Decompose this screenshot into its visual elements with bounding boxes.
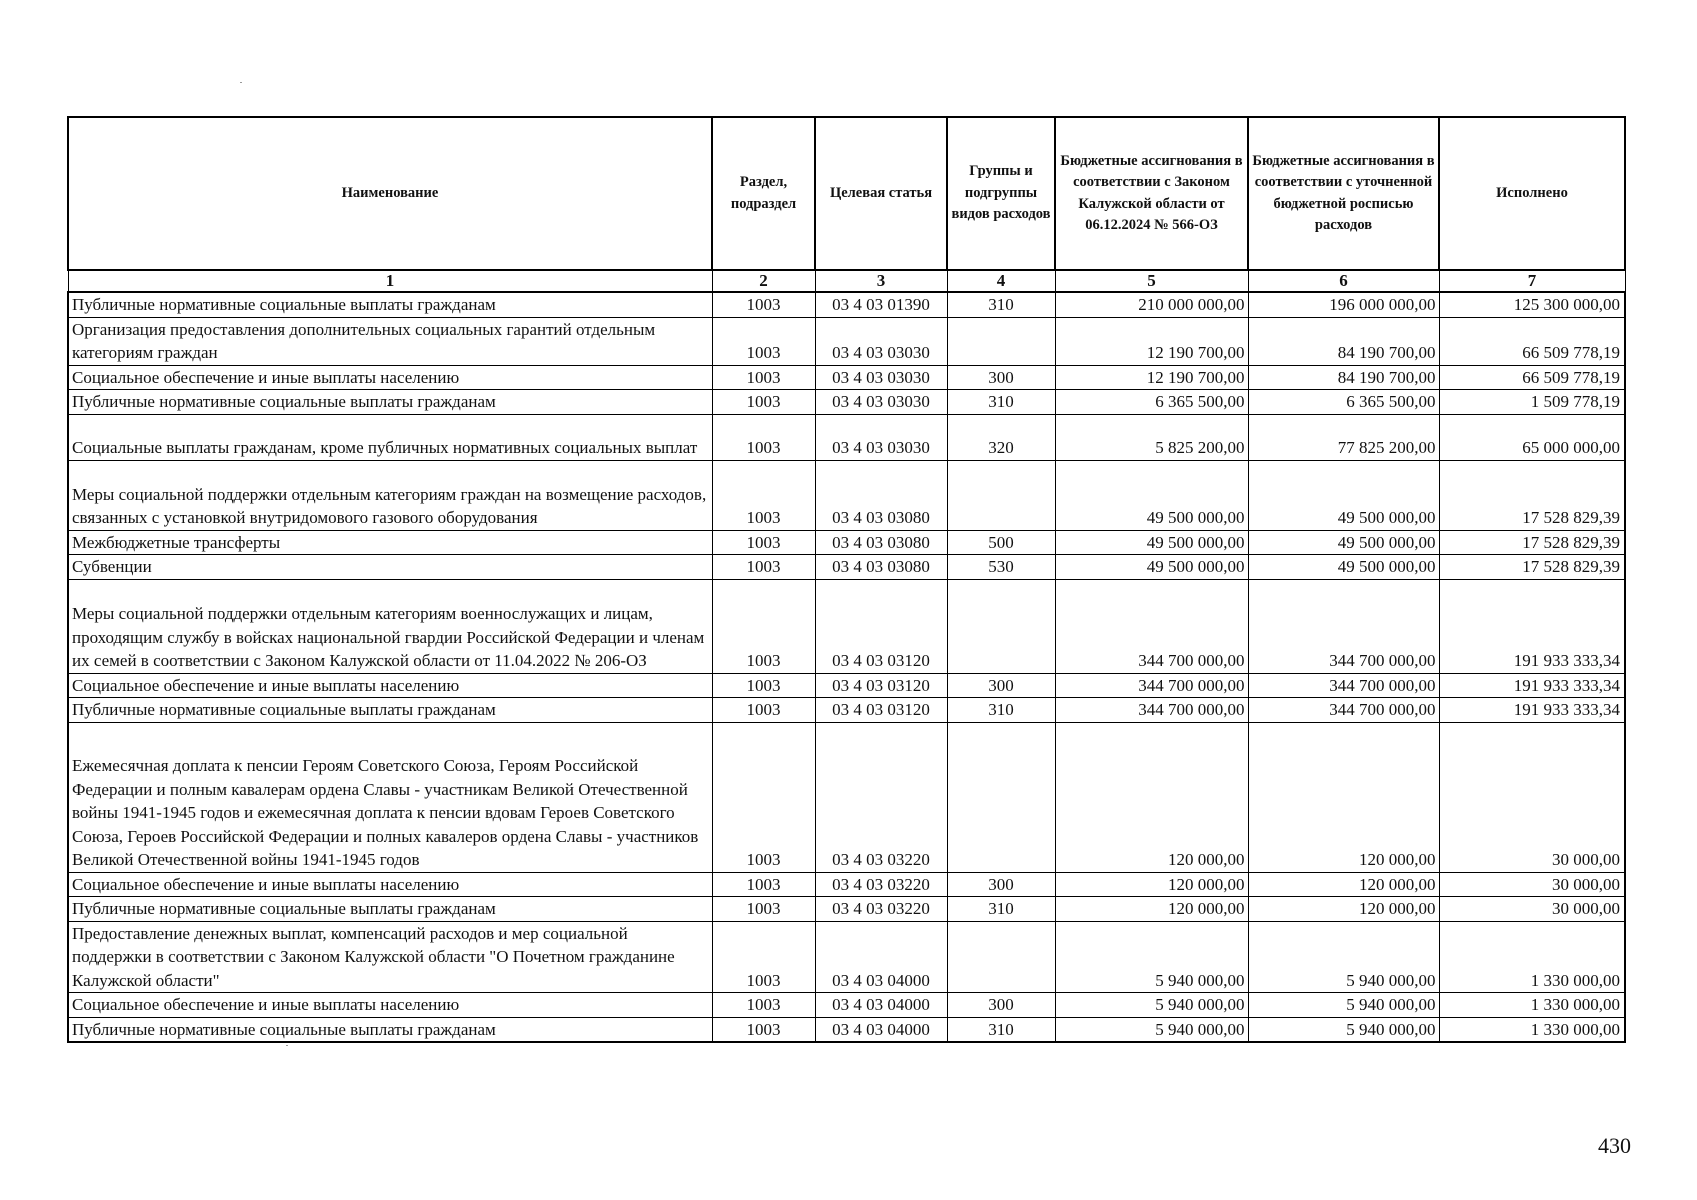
table-row — [68, 921, 1625, 993]
row-expense-group: 320 — [988, 438, 1014, 457]
row-expense-group-cell — [947, 390, 1055, 415]
table-row — [68, 722, 1625, 872]
row-law-allocation-cell — [1055, 317, 1248, 365]
row-name-cell — [68, 317, 712, 365]
row-refined-allocation-cell — [1248, 921, 1439, 993]
row-target-article: 03 4 03 03080 — [832, 532, 930, 552]
row-law-allocation: 12 190 700,00 — [1146, 367, 1245, 387]
row-name-cell — [68, 579, 712, 673]
row-name: Социальное обеспечение и иные выплаты населению — [72, 874, 460, 894]
row-target-article-cell — [815, 722, 947, 872]
row-section-cell — [712, 698, 815, 723]
row-refined-allocation-cell — [1248, 292, 1439, 317]
row-section-cell — [712, 673, 815, 698]
table-row — [68, 390, 1625, 415]
column-number-row — [68, 270, 1625, 292]
column-number: 4 — [947, 270, 1055, 292]
row-section: 1003 — [746, 367, 781, 387]
table-row — [68, 460, 1625, 530]
table-row — [68, 698, 1625, 723]
row-expense-group-cell — [947, 698, 1055, 723]
row-refined-allocation-cell — [1248, 897, 1439, 922]
row-target-article-cell — [815, 921, 947, 993]
row-name-cell — [68, 872, 712, 897]
table-row — [68, 1017, 1625, 1042]
row-section-cell — [712, 1017, 815, 1042]
row-executed: 191 933 333,34 — [1513, 675, 1620, 695]
row-name: Публичные нормативные социальные выплаты гражданам — [72, 392, 496, 411]
row-executed-cell — [1439, 317, 1625, 365]
row-executed-cell — [1439, 292, 1625, 317]
row-name-cell — [68, 292, 712, 317]
row-law-allocation-cell — [1055, 698, 1248, 723]
row-target-article-cell — [815, 365, 947, 390]
row-law-allocation-cell — [1055, 993, 1248, 1018]
row-law-allocation: 12 190 700,00 — [1146, 343, 1245, 362]
row-name-cell — [68, 993, 712, 1018]
row-expense-group: 310 — [988, 392, 1014, 411]
row-refined-allocation-cell — [1248, 317, 1439, 365]
row-target-article-cell — [815, 579, 947, 673]
row-expense-group-cell — [947, 921, 1055, 993]
row-section: 1003 — [746, 1019, 781, 1039]
row-executed-cell — [1439, 555, 1625, 580]
table-row — [68, 897, 1625, 922]
row-target-article: 03 4 03 03120 — [832, 675, 930, 695]
row-law-allocation-cell — [1055, 460, 1248, 530]
row-executed: 17 528 829,39 — [1522, 508, 1620, 527]
row-target-article: 03 4 03 04000 — [832, 1019, 930, 1039]
row-refined-allocation: 344 700 000,00 — [1329, 675, 1436, 695]
row-refined-allocation: 344 700 000,00 — [1329, 651, 1436, 670]
row-executed: 1 330 000,00 — [1530, 1019, 1620, 1039]
row-target-article-cell — [815, 555, 947, 580]
row-executed: 17 528 829,39 — [1522, 557, 1620, 576]
row-expense-group: 500 — [988, 532, 1014, 552]
row-refined-allocation: 5 940 000,00 — [1346, 970, 1436, 990]
row-section: 1003 — [746, 295, 781, 314]
row-section-cell — [712, 921, 815, 993]
row-refined-allocation: 77 825 200,00 — [1337, 438, 1436, 457]
row-section-cell — [712, 897, 815, 922]
row-target-article-cell — [815, 292, 947, 317]
row-expense-group-cell — [947, 722, 1055, 872]
page-number: 430 — [1598, 1133, 1631, 1158]
row-law-allocation: 6 365 500,00 — [1155, 392, 1245, 411]
row-name-cell — [68, 921, 712, 993]
header-name: Наименование — [68, 117, 712, 270]
column-number: 6 — [1248, 270, 1439, 292]
row-refined-allocation-cell — [1248, 460, 1439, 530]
row-expense-group-cell — [947, 555, 1055, 580]
row-law-allocation: 49 500 000,00 — [1146, 508, 1245, 527]
row-name-cell — [68, 722, 712, 872]
row-section-cell — [712, 579, 815, 673]
row-expense-group: 300 — [988, 874, 1014, 894]
row-name-cell — [68, 698, 712, 723]
row-name-cell — [68, 530, 712, 555]
table-row — [68, 872, 1625, 897]
row-section: 1003 — [746, 850, 781, 869]
row-expense-group: 310 — [988, 700, 1014, 719]
row-expense-group: 300 — [988, 995, 1014, 1014]
row-name-cell — [68, 555, 712, 580]
row-executed-cell — [1439, 390, 1625, 415]
row-name: Меры социальной поддержки отдельным категориям граждан на возмещение расходов, связанных с установкой внутридомового газового оборудования — [72, 484, 707, 527]
row-expense-group-cell — [947, 993, 1055, 1018]
row-refined-allocation-cell — [1248, 698, 1439, 723]
row-section: 1003 — [746, 675, 781, 695]
row-expense-group-cell — [947, 365, 1055, 390]
row-refined-allocation: 120 000,00 — [1359, 899, 1436, 918]
row-target-article: 03 4 03 03220 — [832, 874, 930, 894]
row-executed-cell — [1439, 460, 1625, 530]
row-target-article-cell — [815, 673, 947, 698]
header-groups: Группы и подгруппы видов расходов — [947, 117, 1055, 270]
row-section-cell — [712, 414, 815, 460]
row-law-allocation-cell — [1055, 872, 1248, 897]
row-expense-group-cell — [947, 317, 1055, 365]
row-law-allocation: 5 940 000,00 — [1155, 970, 1245, 990]
row-law-allocation-cell — [1055, 365, 1248, 390]
row-refined-allocation: 120 000,00 — [1359, 874, 1436, 894]
row-target-article: 03 4 03 03030 — [832, 438, 930, 457]
row-expense-group-cell — [947, 414, 1055, 460]
header-row — [68, 117, 1625, 270]
row-law-allocation-cell — [1055, 673, 1248, 698]
row-expense-group-cell — [947, 1017, 1055, 1042]
row-executed-cell — [1439, 921, 1625, 993]
row-target-article: 03 4 03 04000 — [832, 995, 930, 1014]
row-refined-allocation: 5 940 000,00 — [1346, 995, 1436, 1014]
row-target-article: 03 4 03 04000 — [832, 970, 930, 990]
row-target-article-cell — [815, 530, 947, 555]
row-section: 1003 — [746, 970, 781, 990]
table-row — [68, 365, 1625, 390]
row-refined-allocation: 49 500 000,00 — [1337, 557, 1436, 576]
row-executed-cell — [1439, 897, 1625, 922]
row-executed-cell — [1439, 1017, 1625, 1042]
row-refined-allocation-cell — [1248, 722, 1439, 872]
row-name: Организация предоставления дополнительных социальных гарантий отдельным категориям граждан — [72, 319, 656, 362]
row-target-article: 03 4 03 03220 — [832, 850, 930, 869]
row-refined-allocation-cell — [1248, 872, 1439, 897]
row-name-cell — [68, 1017, 712, 1042]
row-refined-allocation-cell — [1248, 530, 1439, 555]
row-law-allocation: 49 500 000,00 — [1146, 532, 1245, 552]
column-number: 2 — [712, 270, 815, 292]
row-law-allocation: 120 000,00 — [1168, 874, 1245, 894]
row-executed-cell — [1439, 698, 1625, 723]
row-refined-allocation: 120 000,00 — [1359, 850, 1436, 869]
row-executed: 191 933 333,34 — [1513, 651, 1620, 670]
row-target-article: 03 4 03 03080 — [832, 508, 930, 527]
row-name-cell — [68, 365, 712, 390]
row-name: Меры социальной поддержки отдельным категориям военнослужащих и лицам, проходящим службу в войсках национальной гвардии Российской Федерации и членам их семей в соответствии с Законом Калужской области от 11.04.2022 № 206-ОЗ — [72, 604, 705, 670]
column-number: 5 — [1055, 270, 1248, 292]
row-target-article: 03 4 03 03220 — [832, 899, 930, 918]
row-executed-cell — [1439, 579, 1625, 673]
row-expense-group-cell — [947, 530, 1055, 555]
budget-table — [67, 116, 1626, 1043]
row-section-cell — [712, 292, 815, 317]
row-name-cell — [68, 390, 712, 415]
row-refined-allocation: 196 000 000,00 — [1329, 295, 1436, 314]
row-name-cell — [68, 897, 712, 922]
row-section: 1003 — [746, 392, 781, 411]
row-target-article: 03 4 03 03030 — [832, 367, 930, 387]
row-law-allocation: 5 940 000,00 — [1155, 995, 1245, 1014]
row-target-article: 03 4 03 03030 — [832, 343, 930, 362]
row-name: Публичные нормативные социальные выплаты гражданам — [72, 295, 496, 314]
row-law-allocation: 210 000 000,00 — [1138, 295, 1245, 314]
row-executed: 30 000,00 — [1552, 850, 1620, 869]
row-law-allocation-cell — [1055, 530, 1248, 555]
row-refined-allocation-cell — [1248, 1017, 1439, 1042]
table-row — [68, 579, 1625, 673]
row-section-cell — [712, 993, 815, 1018]
row-section-cell — [712, 872, 815, 897]
row-section-cell — [712, 555, 815, 580]
row-law-allocation-cell — [1055, 579, 1248, 673]
row-section: 1003 — [746, 343, 781, 362]
row-section-cell — [712, 460, 815, 530]
row-name: Социальное обеспечение и иные выплаты населению — [72, 995, 460, 1014]
row-expense-group-cell — [947, 872, 1055, 897]
row-section: 1003 — [746, 508, 781, 527]
row-law-allocation-cell — [1055, 292, 1248, 317]
header-section: Раздел, подраздел — [712, 117, 815, 270]
row-expense-group: 300 — [988, 675, 1014, 695]
row-law-allocation-cell — [1055, 390, 1248, 415]
row-expense-group: 300 — [988, 367, 1014, 387]
row-name: Публичные нормативные социальные выплаты гражданам — [72, 700, 496, 719]
row-law-allocation: 344 700 000,00 — [1138, 651, 1245, 670]
row-name: Ежемесячная доплата к пенсии Героям Советского Союза, Героям Российской Федерации и полным кавалерам ордена Славы - участникам Великой Отечественной войны 1941-1945 годов и ежемесячная доплата к пенсии вдовам Героев Советского Союза, Героев Российской Федерации и полных кавалеров ордена Славы - участников Великой Отечественной войны 1941-1945 годов — [72, 756, 699, 869]
header-target: Целевая статья — [815, 117, 947, 270]
row-refined-allocation: 6 365 500,00 — [1346, 392, 1436, 411]
header-executed: Исполнено — [1439, 117, 1625, 270]
row-executed-cell — [1439, 872, 1625, 897]
row-name: Социальное обеспечение и иные выплаты населению — [72, 367, 460, 387]
row-target-article: 03 4 03 03080 — [832, 557, 930, 576]
row-executed: 30 000,00 — [1552, 874, 1620, 894]
row-expense-group-cell — [947, 579, 1055, 673]
row-section-cell — [712, 722, 815, 872]
row-executed-cell — [1439, 993, 1625, 1018]
row-refined-allocation: 49 500 000,00 — [1337, 508, 1436, 527]
row-law-allocation: 5 940 000,00 — [1155, 1019, 1245, 1039]
row-law-allocation: 120 000,00 — [1168, 899, 1245, 918]
row-expense-group-cell — [947, 673, 1055, 698]
row-law-allocation-cell — [1055, 921, 1248, 993]
row-section: 1003 — [746, 995, 781, 1014]
row-name: Предоставление денежных выплат, компенсаций расходов и мер социальной поддержки в соответствии с Законом Калужской области "О Почетном гражданине Калужской области" — [72, 923, 675, 990]
row-law-allocation: 344 700 000,00 — [1138, 675, 1245, 695]
row-name: Межбюджетные трансферты — [72, 532, 281, 552]
row-name: Субвенции — [72, 557, 152, 576]
row-name-cell — [68, 460, 712, 530]
row-law-allocation-cell — [1055, 897, 1248, 922]
row-expense-group: 530 — [988, 557, 1014, 576]
row-executed-cell — [1439, 673, 1625, 698]
row-law-allocation: 49 500 000,00 — [1146, 557, 1245, 576]
row-executed-cell — [1439, 414, 1625, 460]
row-law-allocation-cell — [1055, 414, 1248, 460]
row-name: Социальные выплаты гражданам, кроме публичных нормативных социальных выплат — [72, 438, 698, 457]
table-row — [68, 317, 1625, 365]
table-row — [68, 530, 1625, 555]
table-row — [68, 993, 1625, 1018]
row-executed: 1 509 778,19 — [1530, 392, 1620, 411]
row-name: Публичные нормативные социальные выплаты гражданам — [72, 899, 496, 918]
row-law-allocation: 120 000,00 — [1168, 850, 1245, 869]
row-executed-cell — [1439, 365, 1625, 390]
row-law-allocation-cell — [1055, 555, 1248, 580]
row-refined-allocation: 84 190 700,00 — [1337, 367, 1436, 387]
column-number: 7 — [1439, 270, 1625, 292]
row-law-allocation: 5 825 200,00 — [1155, 438, 1245, 457]
row-section: 1003 — [746, 532, 781, 552]
row-section: 1003 — [746, 438, 781, 457]
row-executed: 30 000,00 — [1552, 899, 1620, 918]
row-name-cell — [68, 673, 712, 698]
row-expense-group: 310 — [988, 295, 1014, 314]
header-law-allocations: Бюджетные ассигнования в соответствии с Законом Калужской области от 06.12.2024 № 566-ОЗ — [1055, 117, 1248, 270]
row-expense-group: 310 — [988, 1019, 1014, 1039]
row-expense-group: 310 — [988, 899, 1014, 918]
row-executed-cell — [1439, 530, 1625, 555]
row-executed: 1 330 000,00 — [1530, 995, 1620, 1014]
row-law-allocation-cell — [1055, 1017, 1248, 1042]
table-row — [68, 414, 1625, 460]
row-refined-allocation-cell — [1248, 390, 1439, 415]
row-target-article: 03 4 03 03120 — [832, 651, 930, 670]
row-target-article: 03 4 03 01390 — [832, 295, 930, 314]
row-executed: 191 933 333,34 — [1513, 700, 1620, 719]
table-row — [68, 673, 1625, 698]
row-target-article-cell — [815, 317, 947, 365]
row-executed-cell — [1439, 722, 1625, 872]
row-section-cell — [712, 365, 815, 390]
row-section-cell — [712, 317, 815, 365]
row-refined-allocation-cell — [1248, 993, 1439, 1018]
row-section: 1003 — [746, 899, 781, 918]
row-target-article-cell — [815, 993, 947, 1018]
row-refined-allocation: 344 700 000,00 — [1329, 700, 1436, 719]
row-expense-group-cell — [947, 460, 1055, 530]
row-target-article-cell — [815, 460, 947, 530]
row-section-cell — [712, 530, 815, 555]
row-refined-allocation-cell — [1248, 673, 1439, 698]
row-section: 1003 — [746, 874, 781, 894]
row-refined-allocation: 84 190 700,00 — [1337, 343, 1436, 362]
table-body — [68, 292, 1625, 1042]
row-executed: 17 528 829,39 — [1522, 532, 1620, 552]
row-expense-group-cell — [947, 292, 1055, 317]
row-target-article-cell — [815, 698, 947, 723]
row-section: 1003 — [746, 557, 781, 576]
row-law-allocation-cell — [1055, 722, 1248, 872]
row-name-cell — [68, 414, 712, 460]
row-law-allocation: 344 700 000,00 — [1138, 700, 1245, 719]
header-refined-allocations: Бюджетные ассигнования в соответствии с уточненной бюджетной росписью расходов — [1248, 117, 1439, 270]
row-refined-allocation-cell — [1248, 365, 1439, 390]
row-target-article: 03 4 03 03030 — [832, 392, 930, 411]
row-refined-allocation: 49 500 000,00 — [1337, 532, 1436, 552]
row-refined-allocation-cell — [1248, 555, 1439, 580]
row-section: 1003 — [746, 651, 781, 670]
row-target-article-cell — [815, 872, 947, 897]
column-number: 3 — [815, 270, 947, 292]
column-number: 1 — [68, 270, 712, 292]
table-row — [68, 292, 1625, 317]
row-refined-allocation: 5 940 000,00 — [1346, 1019, 1436, 1039]
row-executed: 66 509 778,19 — [1522, 343, 1620, 362]
row-target-article: 03 4 03 03120 — [832, 700, 930, 719]
row-section: 1003 — [746, 700, 781, 719]
row-name: Публичные нормативные социальные выплаты гражданам — [72, 1019, 496, 1039]
row-executed: 65 000 000,00 — [1522, 438, 1620, 457]
row-target-article-cell — [815, 390, 947, 415]
row-refined-allocation-cell — [1248, 579, 1439, 673]
row-executed: 125 300 000,00 — [1513, 295, 1620, 314]
row-target-article-cell — [815, 414, 947, 460]
row-target-article-cell — [815, 1017, 947, 1042]
row-executed: 1 330 000,00 — [1530, 970, 1620, 990]
row-section-cell — [712, 390, 815, 415]
row-executed: 66 509 778,19 — [1522, 367, 1620, 387]
row-expense-group-cell — [947, 897, 1055, 922]
row-target-article-cell — [815, 897, 947, 922]
row-name: Социальное обеспечение и иные выплаты населению — [72, 675, 460, 695]
table-row — [68, 555, 1625, 580]
row-refined-allocation-cell — [1248, 414, 1439, 460]
